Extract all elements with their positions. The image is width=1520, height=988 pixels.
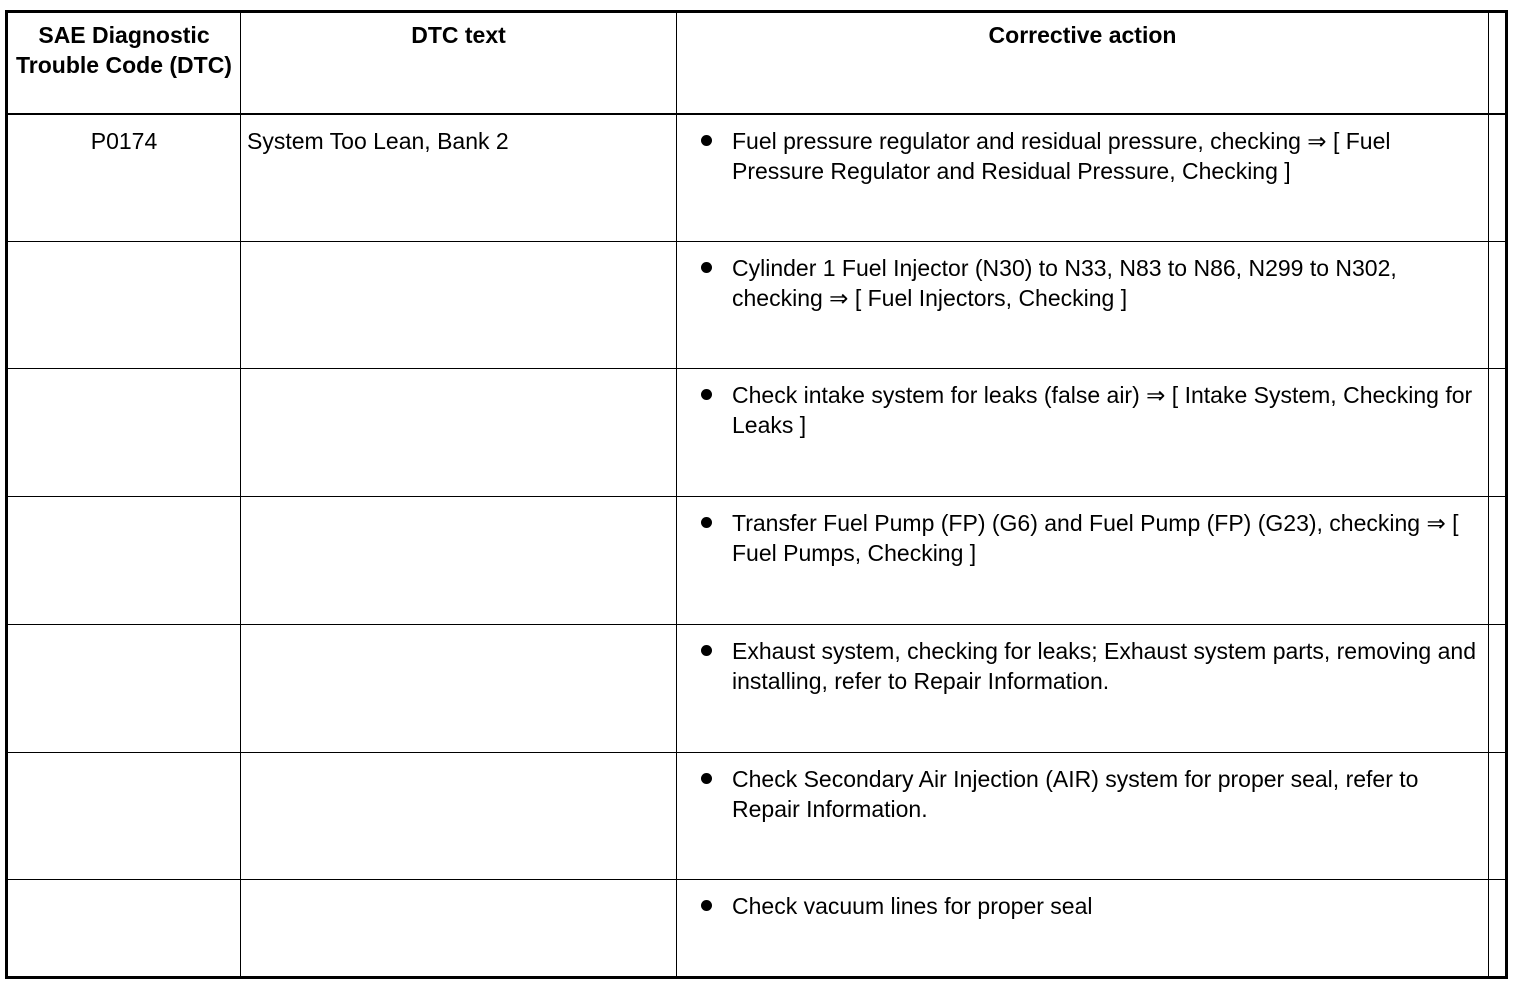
dtc-text-cell [241, 241, 677, 369]
bullet-icon [701, 900, 712, 911]
corrective-action-cell [677, 752, 1489, 880]
table-row [7, 880, 1507, 978]
dtc-table [5, 10, 1508, 979]
action-item [677, 380, 1482, 440]
dtc-code-cell: P0174 [7, 114, 241, 242]
corrective-action-cell [677, 880, 1489, 978]
dtc-text-cell [241, 369, 677, 497]
dtc-code-cell [7, 497, 241, 625]
blank-cell [1489, 241, 1507, 369]
dtc-code-cell [7, 241, 241, 369]
corrective-action-cell [677, 497, 1489, 625]
dtc-text-cell [241, 624, 677, 752]
dtc-code-cell [7, 880, 241, 978]
action-item [677, 253, 1482, 313]
bullet-icon [701, 262, 712, 273]
table-header-row [7, 12, 1507, 114]
header-dtc-text: DTC text [241, 12, 677, 114]
corrective-action-cell [677, 624, 1489, 752]
action-item [677, 508, 1482, 568]
bullet-icon [701, 135, 712, 146]
dtc-text-cell [241, 752, 677, 880]
corrective-action-cell [677, 369, 1489, 497]
blank-cell [1489, 369, 1507, 497]
table-row [7, 497, 1507, 625]
action-text: Transfer Fuel Pump (FP) (G6) and Fuel Pump (FP) (G23), checking ⇒ [ Fuel Pumps, Checking ] [732, 510, 1459, 567]
dtc-text-cell: System Too Lean, Bank 2 [241, 114, 677, 242]
action-text: Exhaust system, checking for leaks; Exhaust system parts, removing and installing, refer to Repair Information. [732, 637, 1476, 694]
header-dtc-code: SAE Diagnostic Trouble Code (DTC) [7, 12, 241, 114]
table-row [7, 624, 1507, 752]
action-item [677, 126, 1482, 186]
dtc-text-cell [241, 880, 677, 978]
table-row [7, 114, 1507, 242]
bullet-icon [701, 389, 712, 400]
bullet-icon [701, 773, 712, 784]
action-text: Check Secondary Air Injection (AIR) system for proper seal, refer to Repair Information. [732, 765, 1419, 822]
action-text: Check intake system for leaks (false air) ⇒ [ Intake System, Checking for Leaks ] [732, 382, 1473, 439]
blank-cell [1489, 752, 1507, 880]
blank-cell [1489, 880, 1507, 978]
action-item [677, 636, 1482, 696]
blank-cell [1489, 624, 1507, 752]
bullet-icon [701, 517, 712, 528]
corrective-action-cell [677, 241, 1489, 369]
bullet-icon [701, 645, 712, 656]
action-item [677, 764, 1482, 824]
corrective-action-cell [677, 114, 1489, 242]
action-text: Cylinder 1 Fuel Injector (N30) to N33, N83 to N86, N299 to N302, checking ⇒ [ Fuel Injectors, Checking ] [732, 254, 1397, 311]
blank-cell [1489, 114, 1507, 242]
table-row [7, 241, 1507, 369]
dtc-code-cell [7, 624, 241, 752]
table-row [7, 369, 1507, 497]
header-blank-column [1489, 12, 1507, 114]
header-corrective-action: Corrective action [677, 12, 1489, 114]
action-item [677, 891, 1482, 921]
blank-cell [1489, 497, 1507, 625]
action-text: Fuel pressure regulator and residual pressure, checking ⇒ [ Fuel Pressure Regulator and Residual Pressure, Checking ] [732, 127, 1391, 184]
dtc-code-cell [7, 369, 241, 497]
dtc-code-cell [7, 752, 241, 880]
dtc-text-cell [241, 497, 677, 625]
action-text: Check vacuum lines for proper seal [732, 893, 1093, 920]
table-row [7, 752, 1507, 880]
